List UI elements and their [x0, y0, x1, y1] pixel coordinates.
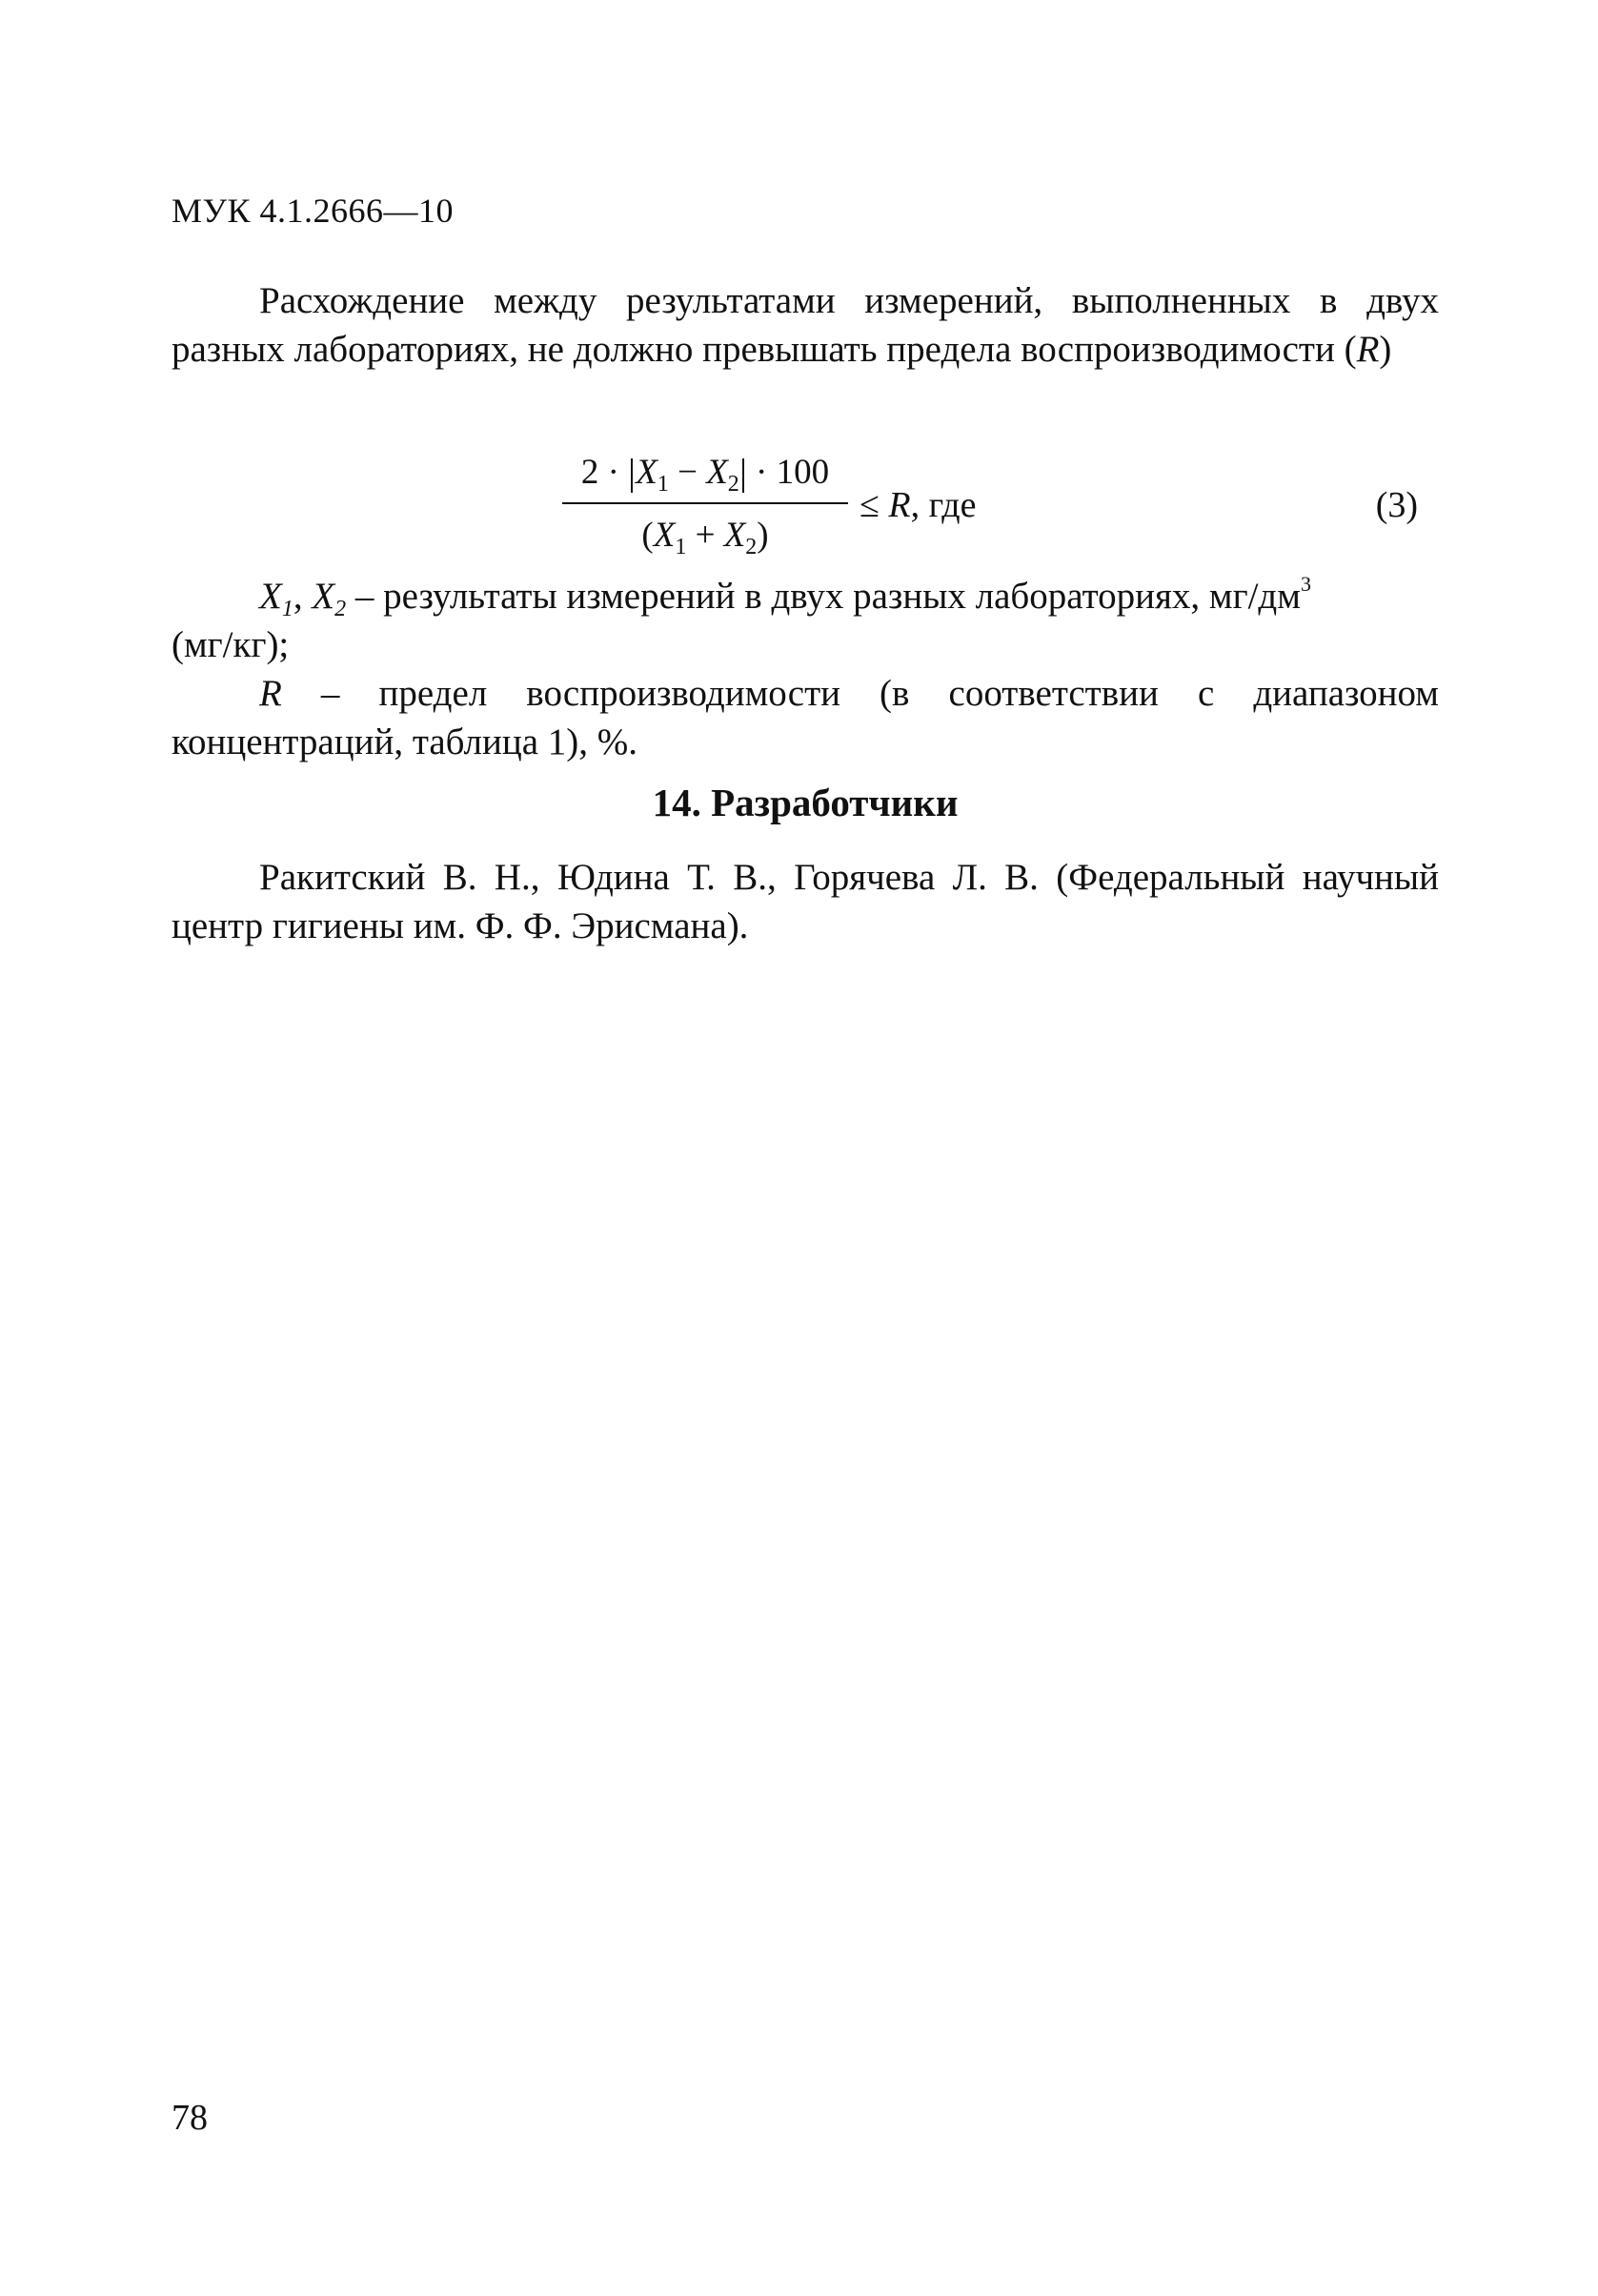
equation-number: (3) [1375, 485, 1418, 525]
section-title: 14. Разработчики [652, 781, 959, 824]
intro-close-paren: ) [1379, 329, 1392, 370]
numerator-suffix: · 100 [746, 453, 830, 492]
unit-superscript: 3 [1300, 572, 1311, 596]
formula-relation [860, 481, 976, 529]
definition-var-x2: X [312, 576, 335, 617]
definition-x-tail: (мг/кг); [172, 624, 290, 665]
definition-var-r: R [259, 673, 282, 714]
formula-3 [172, 446, 1439, 570]
denominator-close-paren: ) [757, 516, 769, 555]
formula-denominator [562, 509, 848, 562]
numerator-x1: X [636, 453, 657, 492]
relation-variable-r: R [888, 485, 911, 525]
relation-suffix: , где [910, 485, 977, 525]
intro-variable-r: R [1356, 329, 1380, 370]
document-code-header: МУК 4.1.2666—10 [172, 192, 455, 230]
denominator-x1-subscript: 1 [675, 535, 687, 559]
definition-r-text: – предел воспроизводимости (в соответствии с диапазоном концентраций, таблица 1), %. [172, 673, 1439, 762]
page-number: 78 [172, 2098, 208, 2138]
intro-text: Расхождение между результатами измерений, выполненных в двух разных лабораториях, не должно превышать предела воспроизводимости ( [172, 280, 1439, 370]
numerator-x2: X [706, 453, 728, 492]
definition-separator: , [293, 576, 313, 617]
formula-numerator [562, 446, 848, 499]
denominator-x2-subscript: 2 [745, 535, 758, 559]
fraction-line [562, 502, 848, 504]
numerator-minus: − [668, 453, 707, 492]
definition-var-x1-subscript: 1 [281, 597, 293, 621]
denominator-plus: + [686, 516, 724, 555]
denominator-x2: X [723, 516, 746, 555]
definition-r [172, 669, 1439, 766]
absolute-value-right-bar [742, 458, 744, 493]
definition-x1-x2 [172, 572, 1439, 669]
numerator-x2-subscript: 2 [727, 472, 739, 497]
absolute-value-left-bar [631, 458, 633, 493]
numerator-prefix: 2 · [580, 453, 629, 492]
less-or-equal-symbol: ≤ [860, 485, 889, 525]
definitions-block [172, 572, 1439, 766]
definition-x-text: – результаты измерений в двух разных лабораториях, мг/дм [346, 576, 1301, 617]
numerator-x1-subscript: 1 [657, 472, 669, 497]
definition-var-x2-subscript: 2 [334, 597, 347, 621]
denominator-x1: X [653, 516, 676, 555]
intro-paragraph [172, 276, 1439, 374]
authors-paragraph: Ракитский В. Н., Юдина Т. В., Горячева Л. В. (Федеральный научный центр гигиены им. Ф. Ф. Эрисмана). [172, 857, 1439, 946]
denominator-open-paren: ( [641, 516, 654, 555]
definition-var-x1: X [259, 576, 282, 617]
